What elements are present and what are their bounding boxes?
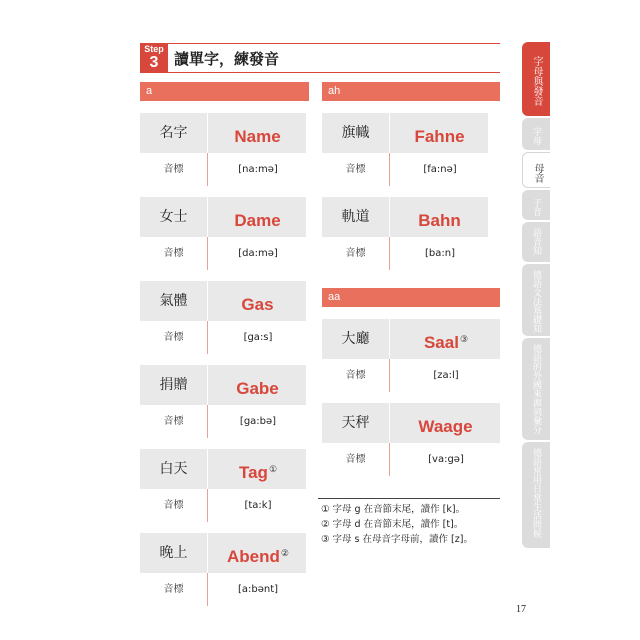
side-tab-5[interactable] [503,222,550,262]
ipa-label: 音標 [140,237,208,270]
footnote-3: ③ 字母 s 在母音字母前，讀作 [z]。 [321,534,473,545]
section-header-a: a [140,82,309,101]
word-row [322,197,488,237]
german-word-text: Waage [418,417,473,436]
chinese-meaning: 白天 [140,449,208,489]
side-tab-label: 德語文法基礎知識 [503,270,541,333]
german-word [392,319,500,359]
ipa-transcription: [va:gə] [428,454,464,465]
ipa-transcription: [ba:n] [425,248,455,259]
word-row [140,365,306,405]
german-word [210,365,306,405]
ipa-row [322,153,488,186]
ipa-row [322,443,500,476]
ipa-transcription: [ta:k] [244,500,272,511]
section-header-aa: aa [322,288,500,307]
ipa-label: 音標 [322,443,390,476]
word-row [140,113,306,153]
word-row [140,449,306,489]
footnotes [321,502,501,547]
title-bottom-rule [140,72,500,73]
chinese-meaning: 旗幟 [322,113,390,153]
ipa-row [140,489,306,522]
german-word-text: Gabe [236,379,279,398]
german-word-text: Saal [423,333,459,352]
word-card [322,319,500,392]
ipa-transcription: [da:mə] [238,248,278,259]
side-tab-1[interactable] [522,42,550,116]
ipa-row [322,237,488,270]
word-card [322,403,500,476]
german-word [392,197,488,237]
footnote-marker: ① [268,464,278,474]
ipa-transcription: [fa:nə] [423,164,457,175]
notes-divider [318,498,500,499]
side-tab-label: 字母 [531,127,541,145]
page-title: 讀單字，練發音 [174,50,280,68]
ipa-row [322,359,500,392]
chinese-meaning: 氣體 [140,281,208,321]
chinese-meaning: 名字 [140,113,208,153]
side-tab-label: 字母與發音 [531,56,542,106]
german-word-text: Gas [241,295,274,314]
word-row [140,533,306,573]
german-word-text: Bahn [418,211,461,230]
german-word-text: Abend [227,547,280,566]
german-word [210,113,306,153]
german-word [392,403,500,443]
ipa-label: 音標 [140,573,208,606]
ipa-transcription: [za:l] [433,370,459,381]
word-card [322,113,488,186]
ipa-label: 音標 [322,237,390,270]
footnote-2: ② 字母 d 在音節末尾，讀作 [t]。 [321,519,464,530]
side-tab-2[interactable] [522,118,550,150]
word-card [140,197,306,270]
side-tab-label: 子音 [531,198,541,216]
chinese-meaning: 晚上 [140,533,208,573]
step-word: Step [144,44,164,54]
ipa-label: 音標 [322,153,390,186]
ipa-row [140,321,306,354]
side-tab-7[interactable] [503,338,550,440]
chinese-meaning: 軌道 [322,197,390,237]
ipa-label: 音標 [322,359,390,392]
ipa-transcription: [ga:bə] [239,416,277,427]
chinese-meaning: 捐贈 [140,365,208,405]
side-tab-label: 德語常用日常生活問候語 [503,448,541,538]
german-word [392,113,488,153]
ipa-row [140,573,306,606]
german-word-text: Fahne [414,127,465,146]
word-card [140,113,306,186]
ipa-transcription: [ga:s] [243,332,273,343]
word-card [140,281,306,354]
ipa-transcription: [a:bənt] [237,584,279,595]
word-card [140,533,306,606]
ipa-label: 音標 [140,153,208,186]
word-row [140,197,306,237]
word-row [322,113,488,153]
side-tab-label: 德語的外國來源詞彙分類 [503,344,541,434]
ipa-label: 音標 [140,405,208,438]
step-badge [140,43,168,73]
german-word [210,533,306,573]
german-word [210,449,306,489]
german-word-text: Name [234,127,281,146]
word-row [140,281,306,321]
footnote-marker: ② [280,548,289,558]
ipa-label: 音標 [140,321,208,354]
side-tab-label: 母音 [532,163,543,183]
chinese-meaning: 天秤 [322,403,390,443]
word-card [140,449,306,522]
ipa-row [140,405,306,438]
side-tab-3[interactable] [522,152,550,188]
german-word-text: Dame [234,211,281,230]
footnote-1: ① 字母 g 在音節末尾，讀作 [k]。 [321,504,466,515]
german-word-text: Tag [238,463,268,482]
step-number: 3 [149,54,159,71]
side-tab-4[interactable] [522,190,550,220]
chinese-meaning: 女士 [140,197,208,237]
ipa-row [140,237,306,270]
section-header-ah: ah [322,82,500,101]
german-word [210,281,306,321]
word-card [322,197,488,270]
ipa-row [140,153,306,186]
ipa-label: 音標 [140,489,208,522]
footnote-marker: ③ [459,334,469,344]
page-number: 17 [516,604,526,615]
side-tab-6[interactable] [503,264,550,336]
chinese-meaning: 大廳 [322,319,390,359]
side-tab-8[interactable] [503,442,550,548]
title-top-rule [140,43,500,44]
word-row [322,319,500,359]
word-card [140,365,306,438]
german-word [210,197,306,237]
word-row [322,403,500,443]
ipa-transcription: [na:mə] [238,164,278,175]
side-tab-label: 語音知識 [503,228,541,255]
